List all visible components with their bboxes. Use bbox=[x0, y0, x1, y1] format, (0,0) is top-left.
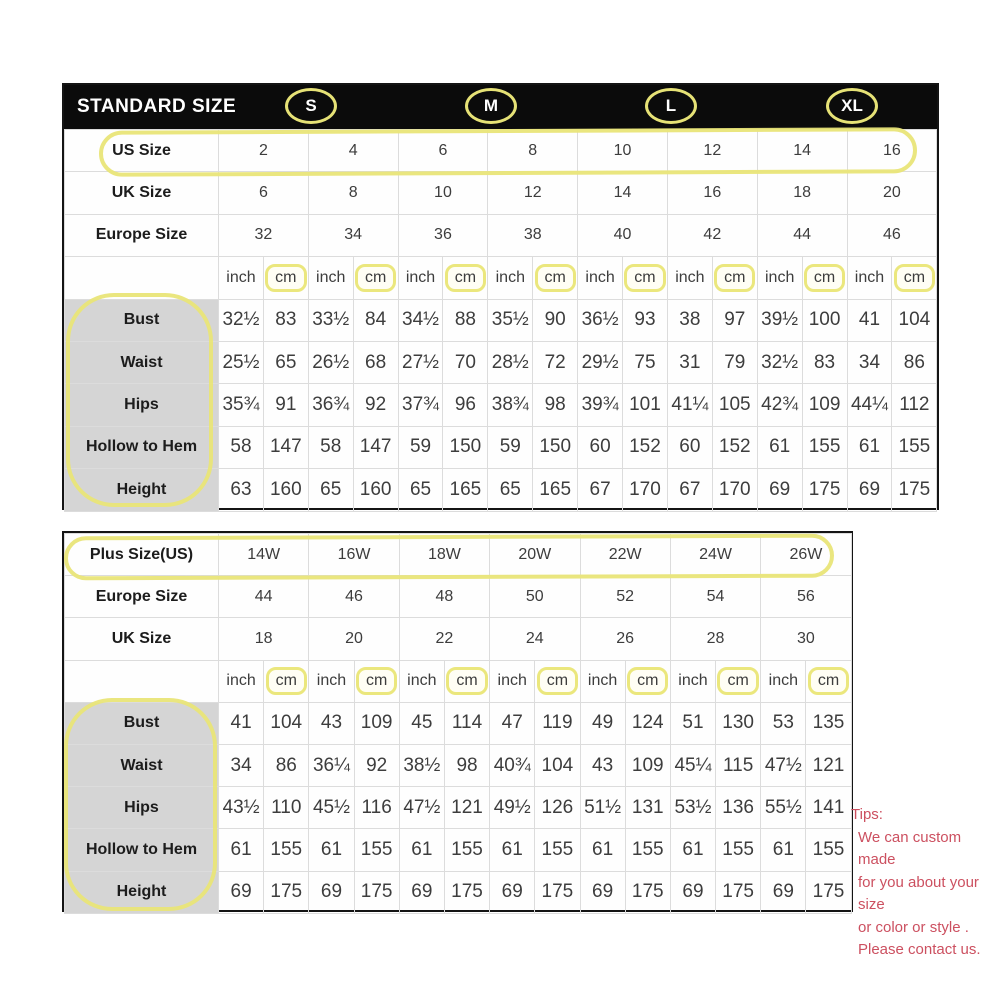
measure-cell: 150 bbox=[443, 426, 488, 468]
cm-highlight-badge: cm bbox=[714, 264, 755, 292]
measure-cell: 147 bbox=[263, 426, 308, 468]
measure-cell: 75 bbox=[623, 341, 668, 383]
measure-label: Hollow to Hem bbox=[65, 829, 219, 871]
measure-cell: 26½ bbox=[308, 341, 353, 383]
inch-label: inch bbox=[761, 660, 806, 702]
measure-cell: 165 bbox=[533, 469, 578, 511]
measure-cell: 38 bbox=[667, 299, 712, 341]
measure-cell: 61 bbox=[757, 426, 802, 468]
measure-cell: 43 bbox=[309, 702, 354, 744]
measure-cell: 175 bbox=[716, 871, 761, 913]
size-cell: 16 bbox=[667, 172, 757, 214]
measure-cell: 47½ bbox=[399, 787, 444, 829]
measure-cell: 35½ bbox=[488, 299, 533, 341]
cm-cell bbox=[535, 660, 580, 702]
size-cell: 40 bbox=[578, 214, 668, 256]
measure-cell: 32½ bbox=[757, 341, 802, 383]
measure-cell: 152 bbox=[712, 426, 757, 468]
measure-cell: 65 bbox=[308, 469, 353, 511]
size-cell: 2 bbox=[219, 130, 309, 172]
measure-cell: 92 bbox=[353, 384, 398, 426]
measure-cell: 135 bbox=[806, 702, 851, 744]
measure-cell: 97 bbox=[712, 299, 757, 341]
measure-cell: 170 bbox=[712, 469, 757, 511]
tips-line: Please contact us. bbox=[858, 941, 981, 958]
size-cell: 24 bbox=[490, 618, 580, 660]
measure-cell: 155 bbox=[625, 829, 670, 871]
measure-row bbox=[65, 744, 852, 786]
cm-cell bbox=[354, 660, 399, 702]
measure-cell: 83 bbox=[802, 341, 847, 383]
cm-cell bbox=[444, 660, 489, 702]
size-cell: 16W bbox=[309, 534, 399, 576]
unit-row bbox=[65, 257, 937, 299]
cm-highlight-badge: cm bbox=[624, 264, 665, 292]
inch-label: inch bbox=[309, 660, 354, 702]
size-cell: 6 bbox=[219, 172, 309, 214]
measure-cell: 59 bbox=[398, 426, 443, 468]
measure-cell: 61 bbox=[847, 426, 892, 468]
size-cell: 44 bbox=[219, 576, 309, 618]
measure-row bbox=[65, 469, 937, 511]
measure-cell: 51½ bbox=[580, 787, 625, 829]
cm-cell bbox=[712, 257, 757, 299]
size-cell: 28 bbox=[670, 618, 760, 660]
measure-cell: 69 bbox=[399, 871, 444, 913]
measure-cell: 69 bbox=[761, 871, 806, 913]
row-label: US Size bbox=[65, 130, 219, 172]
row-label: UK Size bbox=[65, 172, 219, 214]
measure-cell: 65 bbox=[398, 469, 443, 511]
measure-cell: 175 bbox=[625, 871, 670, 913]
measure-cell: 130 bbox=[716, 702, 761, 744]
measure-cell: 69 bbox=[757, 469, 802, 511]
measure-cell: 39¾ bbox=[578, 384, 623, 426]
size-cell: 18W bbox=[399, 534, 489, 576]
measure-cell: 98 bbox=[444, 744, 489, 786]
measure-cell: 86 bbox=[264, 744, 309, 786]
plus-size-table bbox=[62, 531, 853, 912]
cm-cell bbox=[716, 660, 761, 702]
measure-cell: 109 bbox=[625, 744, 670, 786]
measure-row bbox=[65, 787, 852, 829]
size-cell: 8 bbox=[488, 130, 578, 172]
measure-cell: 39½ bbox=[757, 299, 802, 341]
size-cell: 46 bbox=[309, 576, 399, 618]
measure-cell: 93 bbox=[623, 299, 668, 341]
measure-cell: 37¾ bbox=[398, 384, 443, 426]
measure-cell: 27½ bbox=[398, 341, 443, 383]
size-badge-l: L bbox=[645, 88, 697, 124]
inch-label: inch bbox=[219, 257, 264, 299]
cm-cell bbox=[892, 257, 937, 299]
measure-cell: 61 bbox=[490, 829, 535, 871]
measure-cell: 101 bbox=[623, 384, 668, 426]
measure-cell: 165 bbox=[443, 469, 488, 511]
inch-label: inch bbox=[488, 257, 533, 299]
measure-cell: 28½ bbox=[488, 341, 533, 383]
size-cell: 8 bbox=[308, 172, 398, 214]
measure-cell: 175 bbox=[535, 871, 580, 913]
measure-cell: 58 bbox=[219, 426, 264, 468]
tips-line: for you about your size bbox=[858, 873, 979, 913]
measure-cell: 175 bbox=[802, 469, 847, 511]
size-row bbox=[65, 130, 937, 172]
measure-cell: 36¼ bbox=[309, 744, 354, 786]
measure-cell: 59 bbox=[488, 426, 533, 468]
cm-cell bbox=[443, 257, 488, 299]
measure-cell: 47½ bbox=[761, 744, 806, 786]
measure-cell: 41¼ bbox=[667, 384, 712, 426]
size-cell: 46 bbox=[847, 214, 937, 256]
size-cell: 26W bbox=[761, 534, 851, 576]
inch-label: inch bbox=[399, 660, 444, 702]
size-cell: 18 bbox=[757, 172, 847, 214]
size-cell: 32 bbox=[219, 214, 309, 256]
size-cell: 54 bbox=[670, 576, 760, 618]
unit-spacer bbox=[65, 257, 219, 299]
unit-spacer bbox=[65, 660, 219, 702]
measure-cell: 61 bbox=[309, 829, 354, 871]
inch-label: inch bbox=[578, 257, 623, 299]
measure-cell: 79 bbox=[712, 341, 757, 383]
measure-cell: 155 bbox=[892, 426, 937, 468]
measure-cell: 55½ bbox=[761, 787, 806, 829]
size-row bbox=[65, 618, 852, 660]
measure-cell: 69 bbox=[670, 871, 715, 913]
measure-cell: 33½ bbox=[308, 299, 353, 341]
size-cell: 34 bbox=[308, 214, 398, 256]
measure-label: Waist bbox=[65, 341, 219, 383]
measure-cell: 60 bbox=[578, 426, 623, 468]
measure-label: Hips bbox=[65, 384, 219, 426]
inch-label: inch bbox=[219, 660, 264, 702]
cm-highlight-badge: cm bbox=[356, 667, 397, 695]
measure-cell: 32½ bbox=[219, 299, 264, 341]
cm-highlight-badge: cm bbox=[804, 264, 845, 292]
cm-cell bbox=[806, 660, 851, 702]
measure-cell: 119 bbox=[535, 702, 580, 744]
size-row bbox=[65, 172, 937, 214]
inch-label: inch bbox=[398, 257, 443, 299]
measure-cell: 47 bbox=[490, 702, 535, 744]
measure-cell: 70 bbox=[443, 341, 488, 383]
size-cell: 22 bbox=[399, 618, 489, 660]
inch-label: inch bbox=[580, 660, 625, 702]
cm-cell bbox=[263, 257, 308, 299]
size-cell: 56 bbox=[761, 576, 851, 618]
inch-label: inch bbox=[757, 257, 802, 299]
cm-cell bbox=[623, 257, 668, 299]
measure-cell: 34½ bbox=[398, 299, 443, 341]
size-cell: 10 bbox=[578, 130, 668, 172]
size-cell: 30 bbox=[761, 618, 851, 660]
cm-highlight-badge: cm bbox=[627, 667, 668, 695]
size-cell: 48 bbox=[399, 576, 489, 618]
measure-cell: 49½ bbox=[490, 787, 535, 829]
size-cell: 50 bbox=[490, 576, 580, 618]
measure-cell: 131 bbox=[625, 787, 670, 829]
measure-cell: 38¾ bbox=[488, 384, 533, 426]
size-cell: 36 bbox=[398, 214, 488, 256]
measure-cell: 109 bbox=[354, 702, 399, 744]
unit-row bbox=[65, 660, 852, 702]
measure-cell: 40¾ bbox=[490, 744, 535, 786]
measure-cell: 160 bbox=[353, 469, 398, 511]
inch-label: inch bbox=[308, 257, 353, 299]
measure-cell: 42¾ bbox=[757, 384, 802, 426]
size-row bbox=[65, 214, 937, 256]
measure-cell: 49 bbox=[580, 702, 625, 744]
standard-size-header bbox=[64, 85, 937, 129]
measure-cell: 84 bbox=[353, 299, 398, 341]
measure-cell: 58 bbox=[308, 426, 353, 468]
size-cell: 12 bbox=[488, 172, 578, 214]
measure-cell: 45½ bbox=[309, 787, 354, 829]
cm-cell bbox=[802, 257, 847, 299]
measure-label: Hips bbox=[65, 787, 219, 829]
measure-cell: 43 bbox=[580, 744, 625, 786]
cm-highlight-badge: cm bbox=[355, 264, 396, 292]
row-label: Europe Size bbox=[65, 576, 219, 618]
measure-row bbox=[65, 384, 937, 426]
measure-label: Waist bbox=[65, 744, 219, 786]
measure-cell: 90 bbox=[533, 299, 578, 341]
tips-note bbox=[851, 804, 1000, 962]
size-cell: 38 bbox=[488, 214, 578, 256]
measure-row bbox=[65, 426, 937, 468]
measure-row bbox=[65, 341, 937, 383]
size-row bbox=[65, 576, 852, 618]
measure-cell: 36¾ bbox=[308, 384, 353, 426]
standard-size-grid bbox=[64, 129, 937, 512]
measure-cell: 155 bbox=[354, 829, 399, 871]
tips-title: Tips: bbox=[851, 806, 883, 823]
cm-highlight-badge: cm bbox=[808, 667, 849, 695]
measure-label: Bust bbox=[65, 299, 219, 341]
row-label: Europe Size bbox=[65, 214, 219, 256]
measure-cell: 41 bbox=[847, 299, 892, 341]
measure-cell: 69 bbox=[219, 871, 264, 913]
plus-size-grid bbox=[64, 533, 852, 914]
measure-cell: 45 bbox=[399, 702, 444, 744]
tips-line: We can custom made bbox=[858, 828, 962, 868]
measure-cell: 155 bbox=[716, 829, 761, 871]
cm-highlight-badge: cm bbox=[717, 667, 758, 695]
measure-cell: 116 bbox=[354, 787, 399, 829]
size-badge-xl: XL bbox=[826, 88, 878, 124]
size-cell: 26 bbox=[580, 618, 670, 660]
size-cell: 16 bbox=[847, 130, 937, 172]
size-cell: 14 bbox=[578, 172, 668, 214]
measure-cell: 38½ bbox=[399, 744, 444, 786]
measure-row bbox=[65, 702, 852, 744]
size-cell: 14W bbox=[219, 534, 309, 576]
size-cell: 22W bbox=[580, 534, 670, 576]
measure-cell: 31 bbox=[667, 341, 712, 383]
measure-cell: 121 bbox=[444, 787, 489, 829]
measure-row bbox=[65, 871, 852, 913]
size-cell: 14 bbox=[757, 130, 847, 172]
measure-cell: 34 bbox=[219, 744, 264, 786]
measure-cell: 110 bbox=[264, 787, 309, 829]
measure-cell: 61 bbox=[670, 829, 715, 871]
measure-cell: 121 bbox=[806, 744, 851, 786]
measure-cell: 104 bbox=[535, 744, 580, 786]
standard-size-table bbox=[62, 83, 939, 510]
measure-cell: 60 bbox=[667, 426, 712, 468]
cm-highlight-badge: cm bbox=[266, 667, 307, 695]
size-cell: 42 bbox=[667, 214, 757, 256]
measure-cell: 63 bbox=[219, 469, 264, 511]
measure-cell: 155 bbox=[444, 829, 489, 871]
measure-cell: 175 bbox=[806, 871, 851, 913]
size-cell: 20W bbox=[490, 534, 580, 576]
size-cell: 12 bbox=[667, 130, 757, 172]
cm-highlight-badge: cm bbox=[446, 667, 487, 695]
size-cell: 20 bbox=[847, 172, 937, 214]
measure-cell: 98 bbox=[533, 384, 578, 426]
measure-cell: 100 bbox=[802, 299, 847, 341]
row-label: UK Size bbox=[65, 618, 219, 660]
measure-cell: 86 bbox=[892, 341, 937, 383]
measure-cell: 25½ bbox=[219, 341, 264, 383]
measure-cell: 67 bbox=[667, 469, 712, 511]
measure-cell: 69 bbox=[580, 871, 625, 913]
size-cell: 44 bbox=[757, 214, 847, 256]
measure-cell: 65 bbox=[488, 469, 533, 511]
inch-label: inch bbox=[670, 660, 715, 702]
measure-cell: 65 bbox=[263, 341, 308, 383]
measure-cell: 155 bbox=[535, 829, 580, 871]
measure-cell: 104 bbox=[264, 702, 309, 744]
measure-cell: 91 bbox=[263, 384, 308, 426]
measure-cell: 43½ bbox=[219, 787, 264, 829]
measure-label: Height bbox=[65, 871, 219, 913]
measure-label: Bust bbox=[65, 702, 219, 744]
size-cell: 10 bbox=[398, 172, 488, 214]
cm-cell bbox=[264, 660, 309, 702]
size-cell: 52 bbox=[580, 576, 670, 618]
measure-row bbox=[65, 299, 937, 341]
standard-size-title: STANDARD SIZE bbox=[77, 96, 237, 117]
tips-line: or color or style . bbox=[858, 918, 969, 936]
measure-cell: 53 bbox=[761, 702, 806, 744]
measure-cell: 61 bbox=[399, 829, 444, 871]
cm-highlight-badge: cm bbox=[537, 667, 578, 695]
measure-cell: 41 bbox=[219, 702, 264, 744]
measure-cell: 34 bbox=[847, 341, 892, 383]
measure-cell: 155 bbox=[806, 829, 851, 871]
measure-cell: 109 bbox=[802, 384, 847, 426]
measure-cell: 67 bbox=[578, 469, 623, 511]
measure-label: Hollow to Hem bbox=[65, 426, 219, 468]
measure-cell: 160 bbox=[263, 469, 308, 511]
measure-cell: 88 bbox=[443, 299, 488, 341]
inch-label: inch bbox=[490, 660, 535, 702]
measure-cell: 114 bbox=[444, 702, 489, 744]
measure-cell: 126 bbox=[535, 787, 580, 829]
measure-cell: 96 bbox=[443, 384, 488, 426]
measure-cell: 36½ bbox=[578, 299, 623, 341]
cm-highlight-badge: cm bbox=[265, 264, 306, 292]
measure-cell: 51 bbox=[670, 702, 715, 744]
cm-cell bbox=[625, 660, 670, 702]
size-cell: 6 bbox=[398, 130, 488, 172]
measure-cell: 115 bbox=[716, 744, 761, 786]
measure-cell: 150 bbox=[533, 426, 578, 468]
measure-row bbox=[65, 829, 852, 871]
measure-cell: 44¼ bbox=[847, 384, 892, 426]
size-badge-m: M bbox=[465, 88, 517, 124]
size-badge-s: S bbox=[285, 88, 337, 124]
measure-cell: 170 bbox=[623, 469, 668, 511]
measure-cell: 175 bbox=[444, 871, 489, 913]
measure-cell: 53½ bbox=[670, 787, 715, 829]
measure-cell: 35¾ bbox=[219, 384, 264, 426]
measure-cell: 69 bbox=[309, 871, 354, 913]
measure-cell: 61 bbox=[580, 829, 625, 871]
measure-cell: 72 bbox=[533, 341, 578, 383]
size-cell: 4 bbox=[308, 130, 398, 172]
measure-cell: 112 bbox=[892, 384, 937, 426]
measure-cell: 68 bbox=[353, 341, 398, 383]
row-label: Plus Size(US) bbox=[65, 534, 219, 576]
measure-cell: 175 bbox=[354, 871, 399, 913]
measure-cell: 155 bbox=[264, 829, 309, 871]
measure-cell: 175 bbox=[892, 469, 937, 511]
cm-cell bbox=[353, 257, 398, 299]
measure-cell: 136 bbox=[716, 787, 761, 829]
measure-cell: 155 bbox=[802, 426, 847, 468]
measure-cell: 104 bbox=[892, 299, 937, 341]
measure-cell: 152 bbox=[623, 426, 668, 468]
measure-cell: 175 bbox=[264, 871, 309, 913]
measure-cell: 61 bbox=[219, 829, 264, 871]
measure-cell: 69 bbox=[490, 871, 535, 913]
measure-label: Height bbox=[65, 469, 219, 511]
cm-highlight-badge: cm bbox=[535, 264, 576, 292]
measure-cell: 83 bbox=[263, 299, 308, 341]
inch-label: inch bbox=[847, 257, 892, 299]
measure-cell: 105 bbox=[712, 384, 757, 426]
measure-cell: 147 bbox=[353, 426, 398, 468]
measure-cell: 61 bbox=[761, 829, 806, 871]
measure-cell: 124 bbox=[625, 702, 670, 744]
size-row bbox=[65, 534, 852, 576]
measure-cell: 141 bbox=[806, 787, 851, 829]
cm-cell bbox=[533, 257, 578, 299]
cm-highlight-badge: cm bbox=[894, 264, 935, 292]
size-cell: 18 bbox=[219, 618, 309, 660]
measure-cell: 29½ bbox=[578, 341, 623, 383]
cm-highlight-badge: cm bbox=[445, 264, 486, 292]
size-cell: 20 bbox=[309, 618, 399, 660]
measure-cell: 92 bbox=[354, 744, 399, 786]
size-cell: 24W bbox=[670, 534, 760, 576]
inch-label: inch bbox=[667, 257, 712, 299]
measure-cell: 69 bbox=[847, 469, 892, 511]
measure-cell: 45¼ bbox=[670, 744, 715, 786]
